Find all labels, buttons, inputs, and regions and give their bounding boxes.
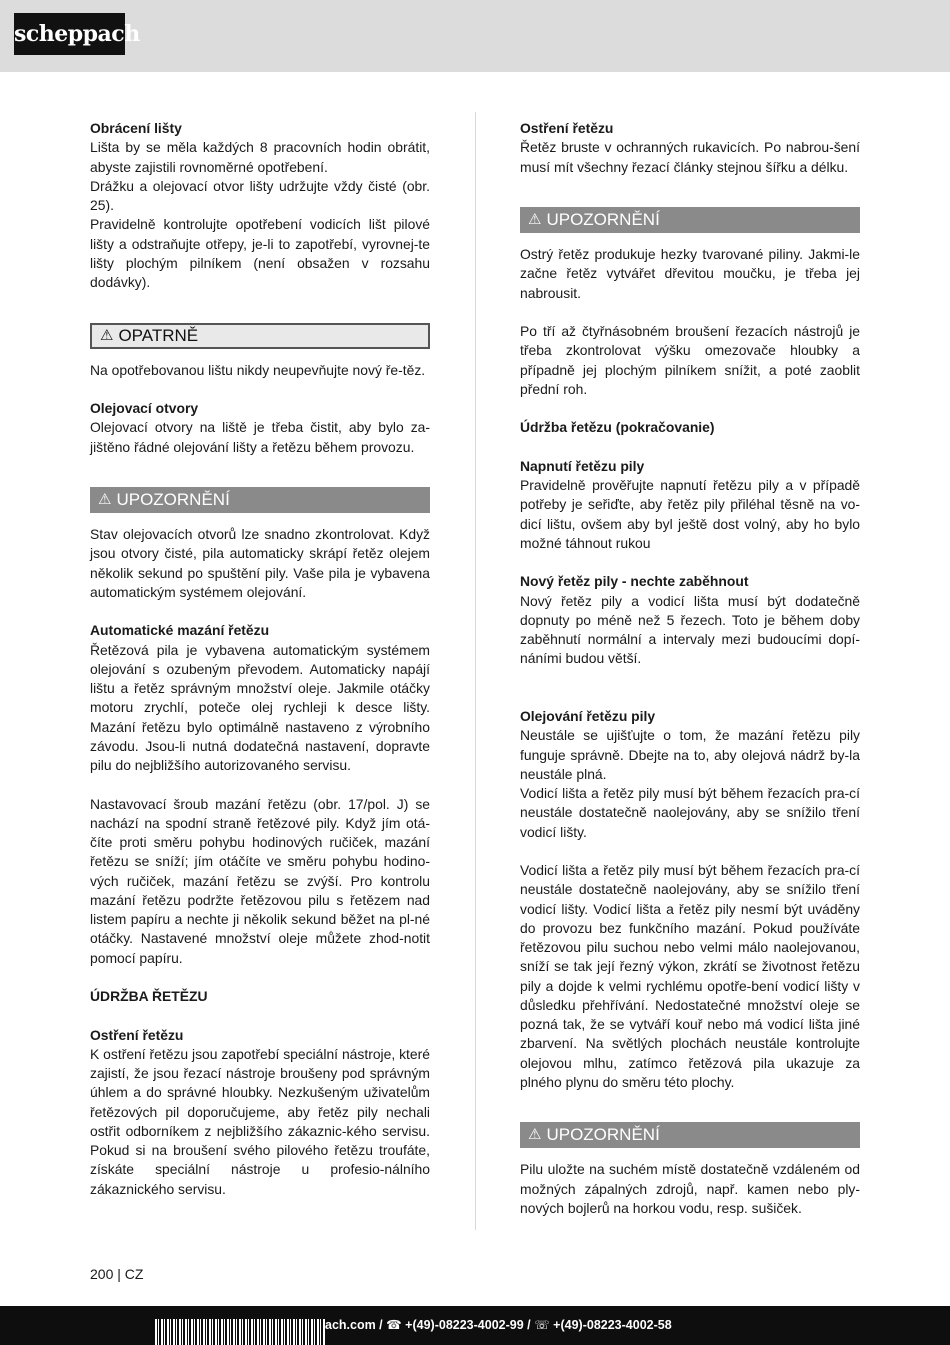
- paragraph: Ostrý řetěz produkuje hezky tvarované piliny. Jakmi-le začne řetěz vytvářet dřevitou moučku, je třeba jej nabrousit.: [520, 246, 860, 301]
- section-title: Napnutí řetězu pily: [520, 457, 645, 474]
- paragraph: Lišta by se měla každých 8 pracovních hodin obrátit, abyste zajistili rovnoměrné opotřebení.: [90, 139, 430, 175]
- right-column: [520, 119, 860, 1218]
- section-title: Automatické mazání řetězu: [90, 622, 270, 639]
- section-title: Olejování řetězu pily: [520, 708, 656, 724]
- paragraph: Nastavovací šroub mazání řetězu (obr. 17/pol. J) se nachází na spodní straně řetězové pily. Když jím otá-číte proti směru pohybu hodinových ručiček, mazání řetězu se sníží; jím otáčíte ve směru pohybu hodino-vých ručiček, mazání řetězu se zvýší. Pro kontrolu mazání řetězu podržte řetězovou pilu s řetězem nad listem papíru a nechte ji několik sekund běžet na pl-né otáčky. Nastavené množství oleje můžete zhod-notit pomocí papíru.: [90, 795, 430, 966]
- notice-box: [520, 1122, 860, 1148]
- paragraph: Řetězová pila je vybavena automatickým systémem olejování s ozubeným převodem. Automaticky napájí lištu a řetěz správným množství oleje. Jakmile otáčky motoru zrychlí, poteče olej rychleji k desce lišty. Mazání řetězu bylo optimálně nastaveno z výrobního závodu. Jsou-li nutná dodatečná nastavení, dopravte pilu do nejbližšího autorizovaného servisu.: [90, 641, 430, 773]
- chapter-title: ÚDRŽBA ŘETĚZU: [90, 988, 208, 1004]
- paragraph: Řetěz bruste v ochranných rukavicích. Po nabrou-šení musí mít všechny řezací články stejnou šířku a délku.: [520, 139, 860, 175]
- paragraph: Na opotřebovanou lištu nikdy neupevňujte nový ře-těz.: [90, 361, 426, 378]
- warning-triangle-icon: ⚠: [100, 326, 114, 344]
- paragraph: K ostření řetězu jsou zapotřebí speciální nástroje, které zajistí, že jsou řezací nástroje broušeny pod správným úhlem a do správné hloubky. Nezkušeným uživatelům řetězových pil doporučujeme, aby řetěz pily nechali ostřit odborníkem z nejbližšího zákaznic-kého servisu. Pokud si na broušení svého pilového řetězu troufáte, získáte speciální nástroje u profesio-nálního zákaznického servisu.: [90, 1045, 430, 1197]
- warning-triangle-icon: ⚠: [528, 211, 542, 228]
- notice-box: [90, 487, 430, 513]
- section-title: Ostření řetězu: [520, 120, 614, 136]
- page-number: 200 | CZ: [90, 1266, 144, 1282]
- footer-contact-text: ach.com / ☎ +(49)-08223-4002-99 / ☏ +(49)-08223-4002-58: [325, 1318, 672, 1332]
- notice-box: [520, 207, 860, 233]
- column-divider: [475, 112, 476, 1230]
- paragraph: Nový řetěz pily a vodicí lišta musí být dodatečně dopnuty po méně než 5 řezech. Toto je během doby zaběhnutí normální a intervaly mezi budoucími dopí-náními budou větší.: [520, 592, 860, 667]
- paragraph: Olejovací otvory na liště je třeba čistit, aby bylo za-jištěno řádné olejování lišty a řetězu během provozu.: [90, 419, 430, 455]
- paragraph: Po tří až čtyřnásobném broušení řezacích nástrojů je třeba zkontrolovat výšku omezovače hloubky a případně jej plochým pilníkem snížit, a poté zaoblit přední roh.: [520, 323, 860, 397]
- left-column: [90, 119, 430, 1199]
- caution-box: [90, 323, 430, 349]
- section-title: Ostření řetězu: [90, 1026, 184, 1043]
- section-title: Obrácení lišty: [90, 120, 182, 136]
- warning-triangle-icon: ⚠: [528, 1126, 542, 1144]
- section-title: Olejovací otvory: [90, 400, 199, 416]
- section-title: Nový řetěz pily - nechte zaběhnout: [520, 573, 749, 590]
- paragraph: Drážku a olejovací otvor lišty udržujte vždy čisté (obr. 25).: [90, 177, 430, 213]
- paragraph: Vodicí lišta a řetěz pily musí být během řezacích pra-cí neustále dostatečně naolejovány, aby se snížilo tření vodicí lišty.: [520, 785, 860, 840]
- page-footer: [0, 1306, 950, 1345]
- warning-triangle-icon: ⚠: [98, 491, 112, 508]
- notice-label: UPOZORNĚNÍ: [116, 490, 230, 509]
- footer-contact: [155, 1317, 672, 1332]
- page-header: [0, 0, 950, 72]
- section-title: Údržba řetězu (pokračovanie): [520, 419, 715, 436]
- paragraph: Stav olejovacích otvorů lze snadno zkontrolovat. Když jsou otvory čisté, pila automaticky skrápí řetěz olejem několik sekund po spuštění pily. Vaše pila je vybavena automatickým systémem olejování.: [90, 526, 430, 600]
- paragraph: Pravidelně kontrolujte opotřebení vodicích lišt pilové lišty a odstraňujte otřepy, je-li to zapotřebí, vyrovnej-te lišty plochým pilníkem (není obsažen v rozsahu dodávky).: [90, 216, 430, 290]
- caution-label: OPATRNĚ: [118, 325, 199, 345]
- paragraph: Pilu uložte na suchém místě dostatečně vzdáleném od možných zápalných zdrojů, např. kamen nebo ply-nových bojlerů na horkou vodu, resp. sušiček.: [520, 1161, 860, 1216]
- brand-logo: scheppach: [14, 13, 125, 55]
- notice-label: UPOZORNĚNÍ: [546, 1125, 660, 1145]
- paragraph: Vodicí lišta a řetěz pily musí být během řezacích pra-cí neustále dostatečně naolejovány, aby se snížilo tření vodicí lišty. Vodicí lišta a řetěz pily nesmí být uváděny do provozu bez funkčního mazání. Pokud používáte řetězovou pilu suchou nebo velmi málo naolejovanou, sníží se tak její řezný výkon, zkrátí se životnost řetězu pily a dojde k velmi rychlému opotře-bení vodicí lišty v důsledku přehřívání. Nedostatečné množství oleje se pozná tak, že se vytváří kouř nebo má vodicí lišta jiné zbarvení. Na světlých plochách neustále kontrolujte olejovou mlhu, zatímco řetězová pila ukazuje za plného plynu do směru této plochy.: [520, 862, 860, 1090]
- paragraph: Pravidelně prověřujte napnutí řetězu pily a v případě potřeby je seřiďte, aby řetěz pily přiléhal těsně na vo-dicí lištu, ovšem aby byl ještě dost volný, aby ho bylo možné táhnout rukou: [520, 477, 860, 551]
- paragraph: Neustále se ujišťujte o tom, že mazání řetězu pily funguje správně. Dbejte na to, aby olejová nádrž by-la neustále plná.: [520, 727, 860, 782]
- notice-label: UPOZORNĚNÍ: [546, 210, 660, 229]
